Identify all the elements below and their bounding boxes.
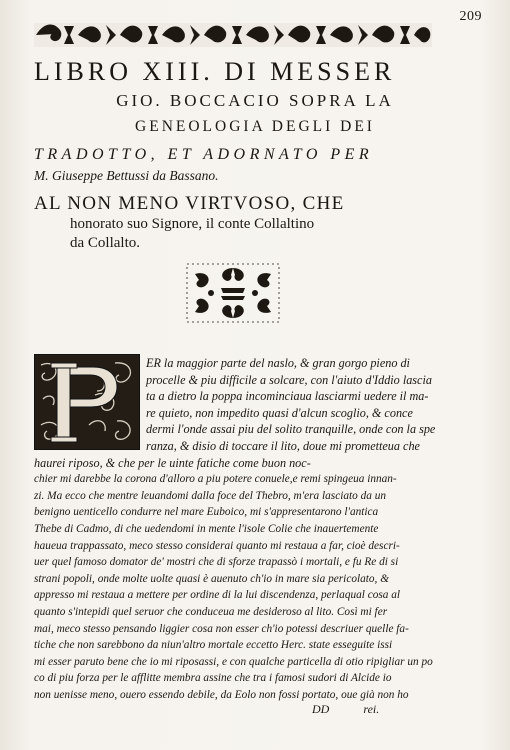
body-line: ranza, & disio di toccare il lito, doue mi prometteua che [146, 439, 420, 453]
dedication-line-1: AL NON MENO VIRTVOSO, CHE [34, 193, 345, 214]
foliage-background-icon [35, 355, 139, 449]
ornament-band-icon [34, 20, 432, 50]
body-line: procelle & piu difficile a solcare, con l'aiuto d'Iddio lascia [146, 372, 432, 387]
body-line: appresso mi restaua a mettere per ordine di la lui discendenza, perlaqual cosa al [34, 589, 401, 602]
signature-mark: DD [312, 702, 330, 716]
book-heading-line-2: GIO. BOCCACIO SOPRA LA [116, 91, 394, 110]
book-heading-line-1: LIBRO XIII. DI MESSER [34, 57, 396, 86]
body-line: dermi l'onde assai piu del solito tranquille, onde con la spe [146, 422, 436, 437]
decorated-initial [34, 354, 140, 450]
body-line: mi esser paruto bene che io mi riposassi, e con qualche particella di otio ripigliar un po [34, 655, 433, 668]
catchword-text: rei. [363, 702, 380, 716]
body-line: quanto s'intepidi quel seruor che conduceua me desideroso al lito. Così mi fer [34, 606, 388, 618]
body-line: chier mi darebbe la corona d'alloro a piu potere conuele,e remi spingeua innan- [34, 473, 397, 486]
body-line: haurei riposo, & che per le uinte fatiche come buon noc- [34, 455, 311, 470]
fleuron-ornament-icon [185, 262, 281, 324]
translator-line-1: TRADOTTO, ET ADORNATO PER [34, 146, 374, 163]
body-line: co di piu forza per le afflitte membra assine che tra i famosi sudori di Alcide io [34, 672, 392, 685]
body-line: non uenisse meno, ouero essendo debile, da Eolo non fossi portato, oue già non ho [34, 689, 409, 701]
body-line: mai, meco stesso pensando liggier cosa non esser ch'io potessi descriuer quelle fa- [34, 622, 409, 635]
body-line: benigno uenticello condurre nel mare Euboico, mi s'appresentarono l'antica [34, 506, 379, 519]
dedication-line-2: honorato suo Signore, il conte Collaltino [70, 216, 315, 232]
body-line: strani popoli, onde molte uolte quasi è auenuto ch'io in mare sia pericolato, & [34, 572, 389, 585]
body-line: zi. Ma ecco che mentre leuandomi dalla foce del Thebro, m'era lasciato da un [34, 489, 387, 502]
translator-line-2: M. Giuseppe Bettussi da Bassano. [34, 168, 219, 183]
dedication-line-3: da Collalto. [70, 235, 140, 251]
book-heading-line-3: GENEOLOGIA DEGLI DEI [135, 118, 375, 135]
signature-catchword [312, 702, 379, 717]
body-line: haueua trappassato, meco stesso considerai quanto mi restaua a far, cioè descri- [34, 539, 400, 552]
body-line: ta a dietro la poppa incominciaua lasciarmi uedere il ma- [146, 389, 429, 404]
body-line: ER la maggior parte del naslo, & gran gorgo pieno di [146, 356, 410, 370]
page-number: 209 [459, 9, 482, 24]
body-line: Thebe di Cadmo, di che uedendomi in mente l'isole Colie che inauertemente [34, 523, 379, 535]
body-line: tiche che non sarebbono da niun'altro mortale eccetto Herc. state esseguite issi [34, 639, 393, 652]
body-line: re quieto, non impedito quasi d'alcun scoglio, & conce [146, 405, 413, 420]
body-line: uer quel famoso domator de' mostri che di sforze trapassò i mortali, e fu Re di si [34, 556, 399, 569]
